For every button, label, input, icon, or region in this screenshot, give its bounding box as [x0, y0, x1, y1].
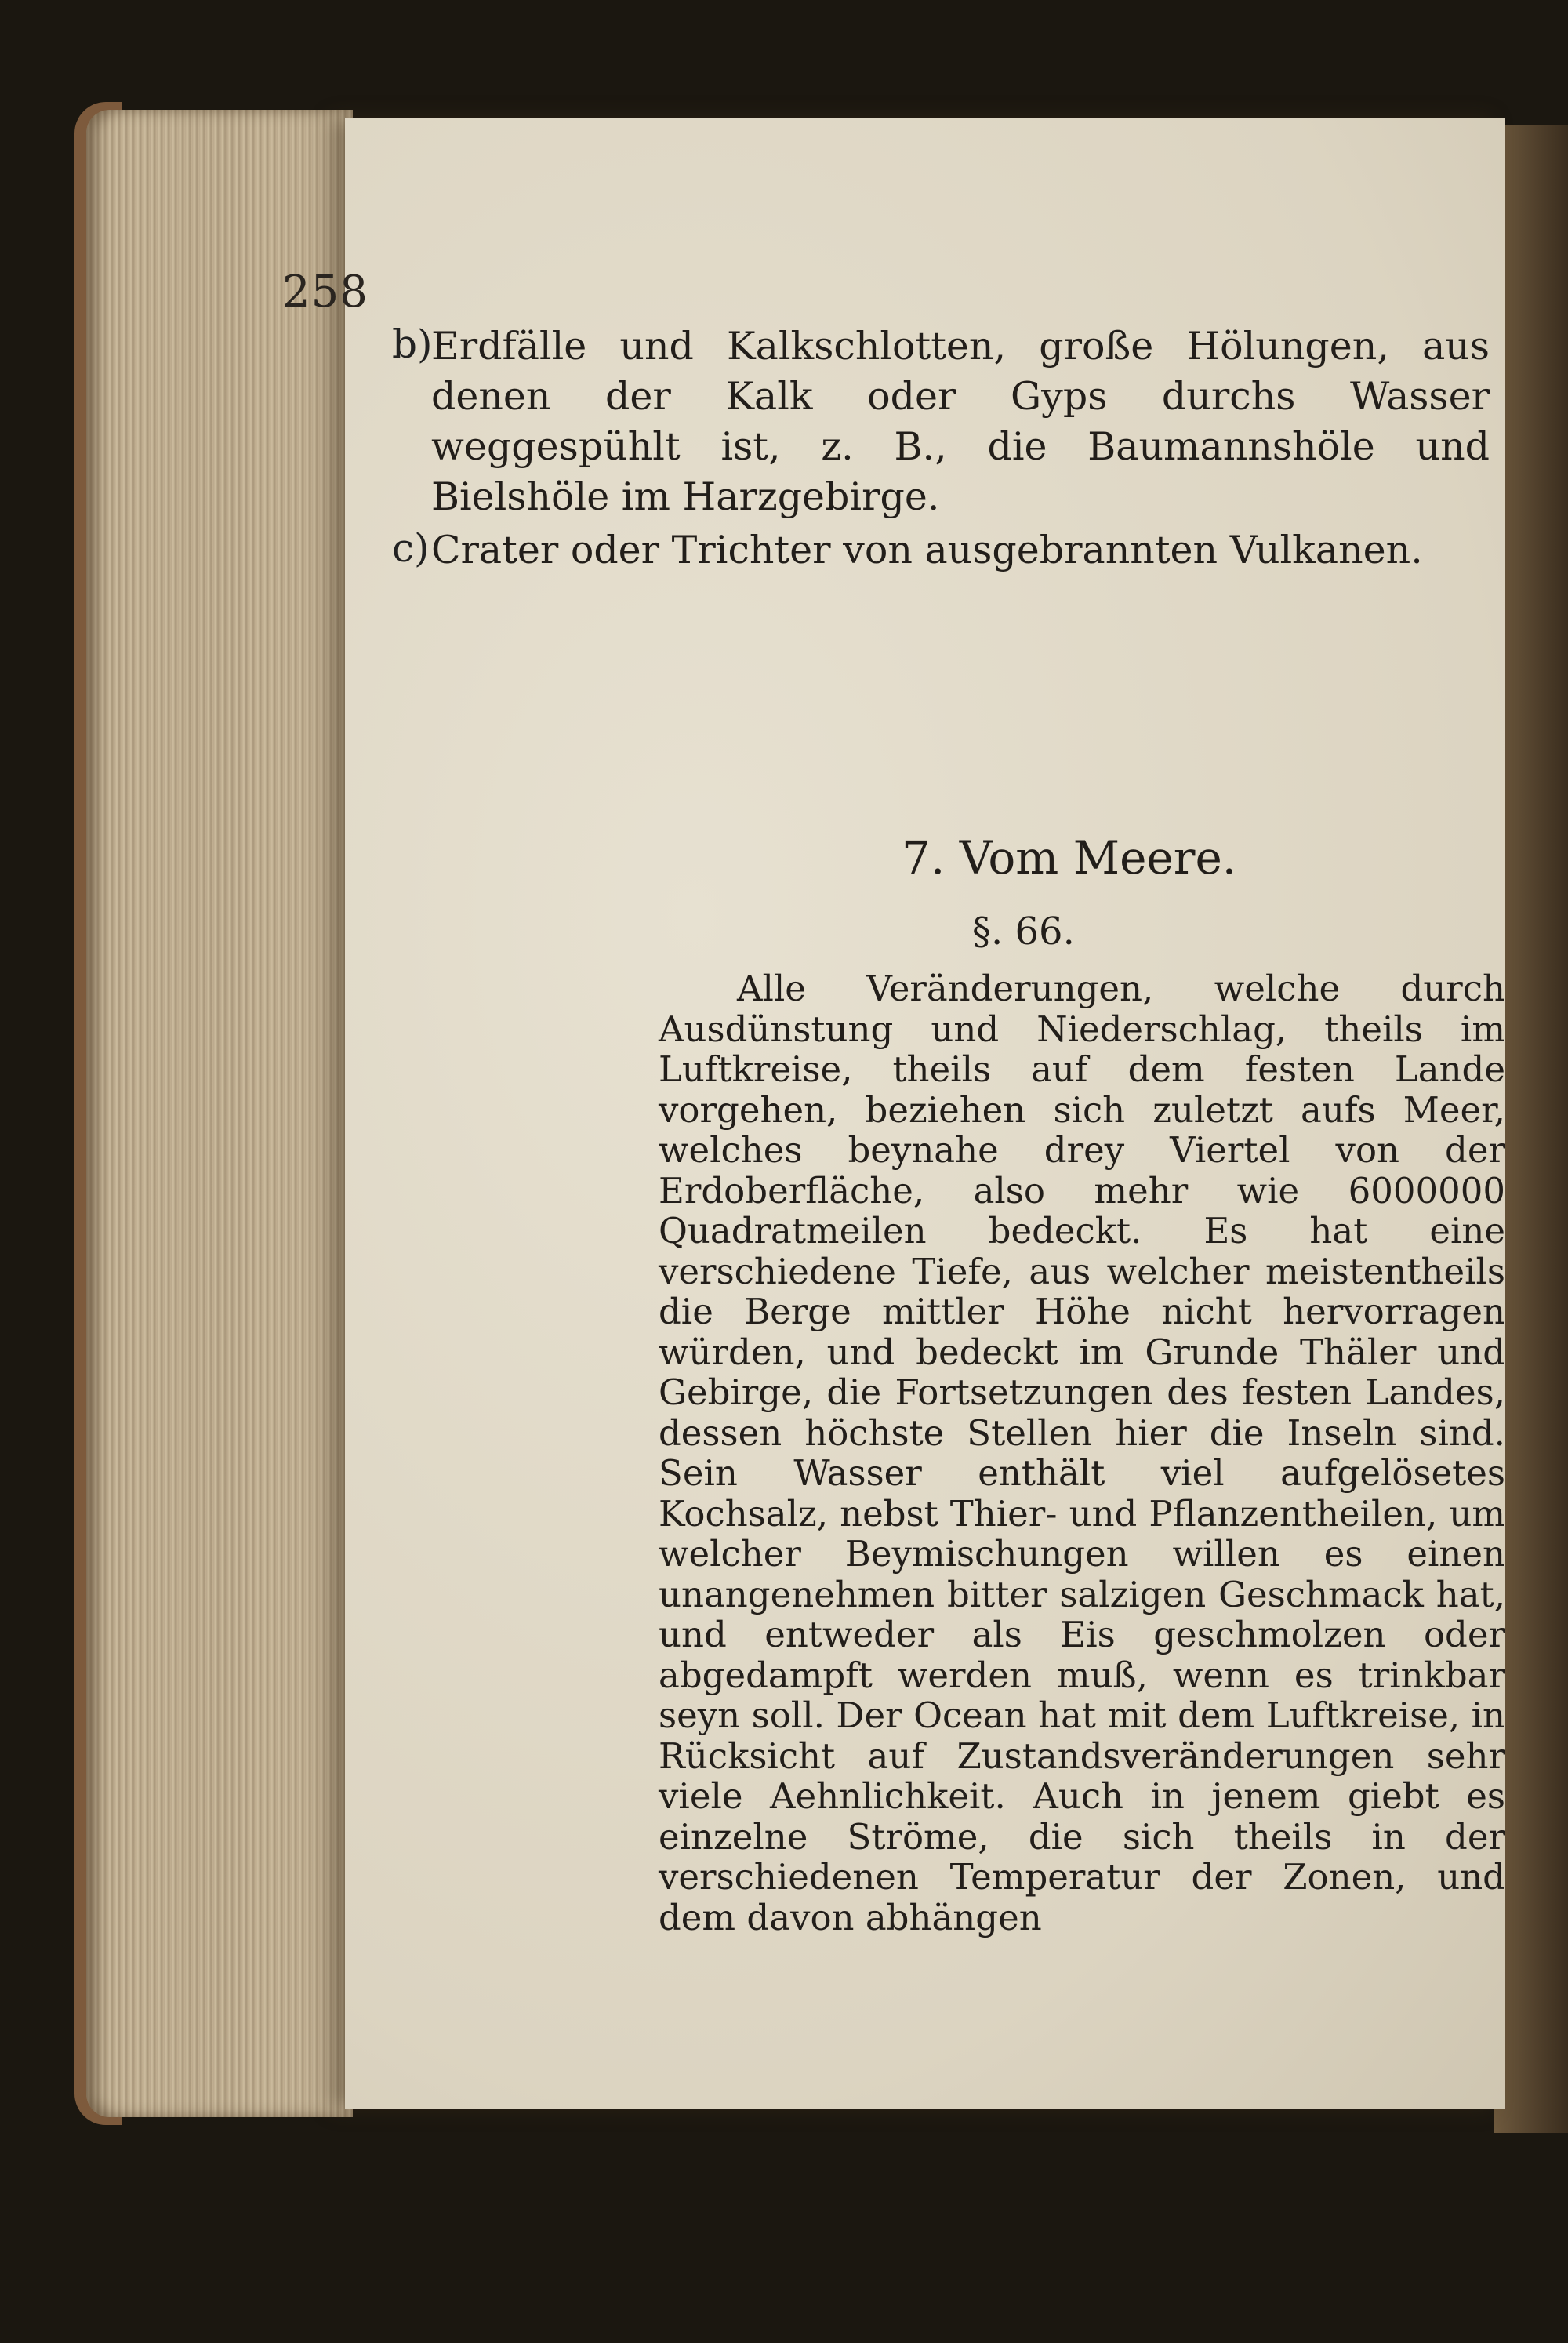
page-block-edge: [86, 110, 353, 2117]
paragraph-number: §. 66.: [972, 910, 1075, 954]
list-marker: c): [392, 525, 430, 571]
list-item: [392, 525, 1490, 576]
list-item-text: Erdfälle und Kalkschlotten, große Hölungen, aus denen der Kalk oder Gyps durchs Wasser weggespühlt ist, z. B., die Baumannshöle und Bielshöle im Harzgebirge.: [431, 324, 1490, 519]
list-item-text: Crater oder Trichter von ausgebrannten Vulkanen.: [431, 528, 1423, 572]
list-marker: b): [392, 321, 433, 367]
item-list: [392, 321, 1490, 579]
list-item: [392, 321, 1490, 522]
page-number: 258: [282, 267, 368, 318]
section-heading: 7. Vom Meere.: [902, 831, 1237, 885]
body-paragraph: Alle Veränderungen, welche durch Ausdünstung und Niederschlag, theils im Luftkreise, theils auf dem festen Lande vorgehen, beziehen sich zuletzt aufs Meer, welches beynahe drey Viertel von der Erdoberfläche, also mehr wie 6000000 Quadratmeilen bedeckt. Es hat eine verschiedene Tiefe, aus welcher meistentheils die Berge mittler Höhe nicht hervorragen würden, und bedeckt im Grunde Thäler und Gebirge, die Fortsetzungen des festen Landes, dessen höchste Stellen hier die Inseln sind. Sein Wasser enthält viel aufgelösetes Kochsalz, nebst Thier- und Pflanzentheilen, um welcher Beymischungen willen es einen unangenehmen bitter salzigen Geschmack hat, und entweder als Eis geschmolzen oder abgedampft werden muß, wenn es trinkbar seyn soll. Der Ocean hat mit dem Luftkreise, in Rücksicht auf Zustandsveränderungen sehr viele Aehnlichkeit. Auch in jenem giebt es einzelne Ströme, die sich theils in der verschiedenen Temperatur der Zonen, und dem davon abhängen: [659, 968, 1505, 1938]
